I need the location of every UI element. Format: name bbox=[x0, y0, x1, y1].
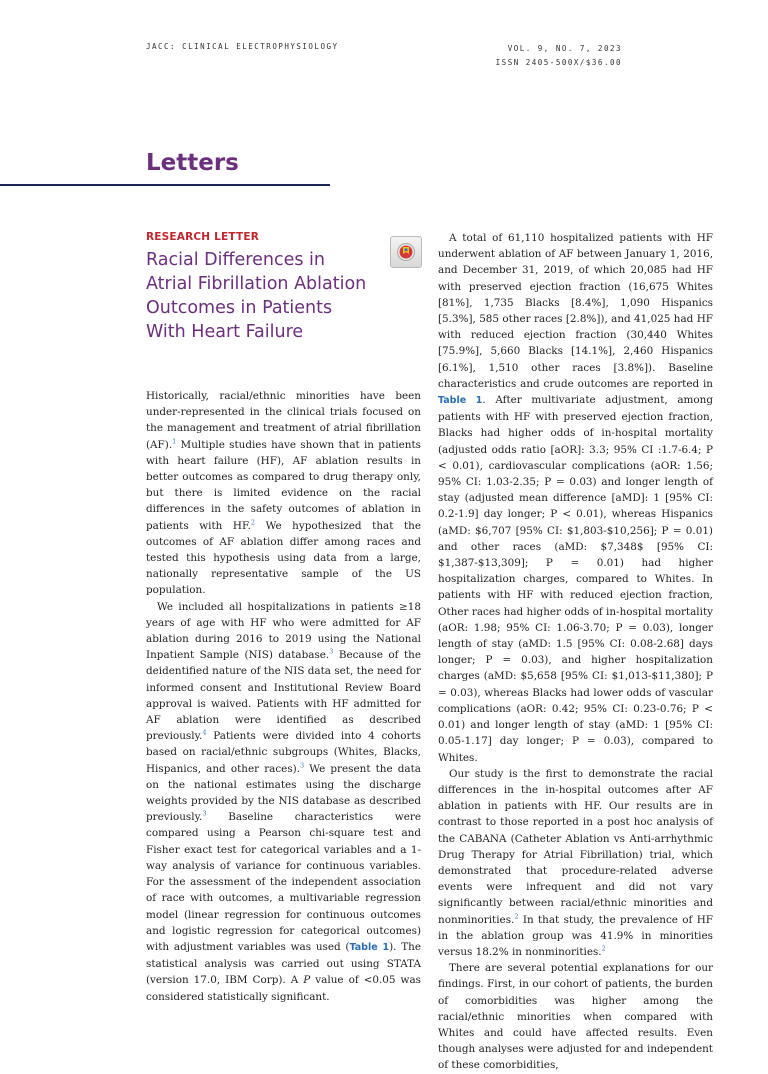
reference-link[interactable]: 2 bbox=[514, 912, 519, 921]
reference-link[interactable]: 2 bbox=[601, 944, 606, 953]
left-column bbox=[146, 388, 421, 1005]
crossmark-badge[interactable] bbox=[390, 236, 422, 268]
volume-issn bbox=[496, 42, 622, 70]
reference-link[interactable]: 2 bbox=[250, 518, 256, 527]
reference-link[interactable]: 3 bbox=[300, 761, 305, 770]
paragraph: We included all hospitalizations in patients ≥18 years of age with HF who were admitted for AF ablation during 2016 to 2019 using the National Inpatient Sample (NIS) database.$^3$ Because of the deidentified nature of the NIS data set, the need for informed consent and Institutional Review Board approval is waived. Patients with HF admitted for AF ablation were identified as described previously.$^4$ Patients were divided into 4 cohorts based on racial/ethnic subgroups (Whites, Blacks, Hispanics, and other races).$^3$ We present the data on the national estimates using the discharge weights provided by the NIS database as described previously.$^3$ Baseline characteristics were compared using a Pearson chi-square test and Fisher exact test for categorical variables and a 1-way analysis of variance for continuous variables. For the assessment of the independent association of race with outcomes, a multivariable regression model (linear regression for continuous outcomes and logistic regression for categorical outcomes) with adjustment variables was used (Table 1). The statistical analysis was carried out using STATA (version 17.0, IBM Corp). A P value of <0.05 was considered statistically significant. bbox=[146, 600, 421, 1003]
journal-name: JACC: CLINICAL ELECTROPHYSIOLOGY bbox=[146, 42, 339, 51]
article-title: Racial Differences in Atrial Fibrillation Ablation Outcomes in Patients With Heart Failure bbox=[146, 250, 367, 342]
paragraph: A total of 61,110 hospitalized patients with HF underwent ablation of AF between January 1, 2016, and December 31, 2019, of which 20,085 had HF with preserved ejection fraction (16,675 Whites [81%], 1,735 Blacks [8.4%], 1,090 Hispanics [5.3%], 585 other races [2.8%]), and 41,025 had HF with reduced ejection fraction (30,440 Whites [75.9%], 5,660 Blacks [14.1%], 2,460 Hispanics [6.1%], 1,510 other races [3.8%]). Baseline characteristics and crude outcomes are reported in Table 1. After multivariate adjustment, among patients with HF with preserved ejection fraction, Blacks had higher odds of in-hospital mortality (adjusted odds ratio [aOR]: 3.3; 95% CI :1.7-6.4; P < 0.01), cardiovascular complications (aOR: 1.56; 95% CI: 1.03-2.35; P = 0.03) and longer length of stay (adjusted mean difference [aMD]: 1 [95% CI: 0.2-1.9] day longer; P < 0.01), whereas Hispanics (aMD: $6,707 [95% CI: $1,803-$10,256]; P = 0.01) and other races (aMD: $7,348$ [95% CI: $1,387-$13,309]; P = 0.01) had higher hospitalization charges, compared to Whites. In patients with HF with reduced ejection fraction, Other races had higher odds of in-hospital mortality (aOR: 1.98; 95% CI: 1.06-3.70; P = 0.03), longer length of stay (aMD: 1.5 [95% CI: 0.08-2.68] days longer; P = 0.03), and higher hospitalization charges (aMD: $5,658 [95% CI: $1,013-$11,380]; P = 0.03), whereas Blacks had lower odds of vascular complications (aOR: 0.42; 95% CI: 0.23-0.76; P < 0.01) and longer length of stay (aMD: 1 [95% CI: 0.05-1.17] day longer; P = 0.03), compared to Whites. bbox=[438, 232, 713, 764]
volume-info: VOL. 9, NO. 7, 2023 bbox=[507, 44, 622, 53]
table-link[interactable]: Table 1 bbox=[438, 395, 483, 407]
reference-link[interactable]: 3 bbox=[329, 647, 334, 656]
paragraph: There are several potential explanations for our findings. First, in our cohort of patients, the burden of comorbidities was higher among the racial/ethnic minorities when compared with Whites and could have affected results. Even though analyses were adjusted for and independent of these comorbidities, bbox=[438, 962, 713, 1072]
reference-link[interactable]: 4 bbox=[202, 728, 207, 737]
section-title: Letters bbox=[146, 150, 239, 176]
reference-link[interactable]: 1 bbox=[172, 437, 177, 446]
reference-link[interactable]: 3 bbox=[202, 809, 207, 818]
paragraph: Historically, racial/ethnic minorities have been under-represented in the clinical trials focused on the management and treatment of atrial fibrillation (AF).$^1$ Multiple studies have shown that in patients with heart failure (HF), AF ablation results in better outcomes as compared to drug therapy only, but there is limited evidence on the racial differences in the safety outcomes of ablation in patients with HF.$^2$ We hypothesized that the outcomes of AF ablation differ among races and tested this hypothesis using data from a large, nationally representative sample of the US population. bbox=[146, 390, 421, 597]
paragraph: Our study is the first to demonstrate the racial differences in the in-hospital outcomes after AF ablation in patients with HF. Our results are in contrast to those reported in a post hoc analysis of the CABANA (Catheter Ablation vs Anti-arrhythmic Drug Therapy for Atrial Fibrillation) trial, which demonstrated that procedure-related adverse events were infrequent and did not vary significantly between racial/ethnic minorities and nonminorities.$^2$ In that study, the prevalence of HF in the ablation group was 41.9% in minorities versus 18.2% in nonminorities.$^2$ bbox=[438, 767, 713, 958]
table-link[interactable]: Table 1 bbox=[349, 941, 390, 953]
right-column bbox=[438, 230, 713, 1074]
article-type-label: RESEARCH LETTER bbox=[146, 231, 260, 243]
issn-info: ISSN 2405-500X/$36.00 bbox=[495, 58, 622, 67]
section-divider bbox=[0, 184, 330, 186]
crossmark-icon bbox=[396, 242, 416, 262]
